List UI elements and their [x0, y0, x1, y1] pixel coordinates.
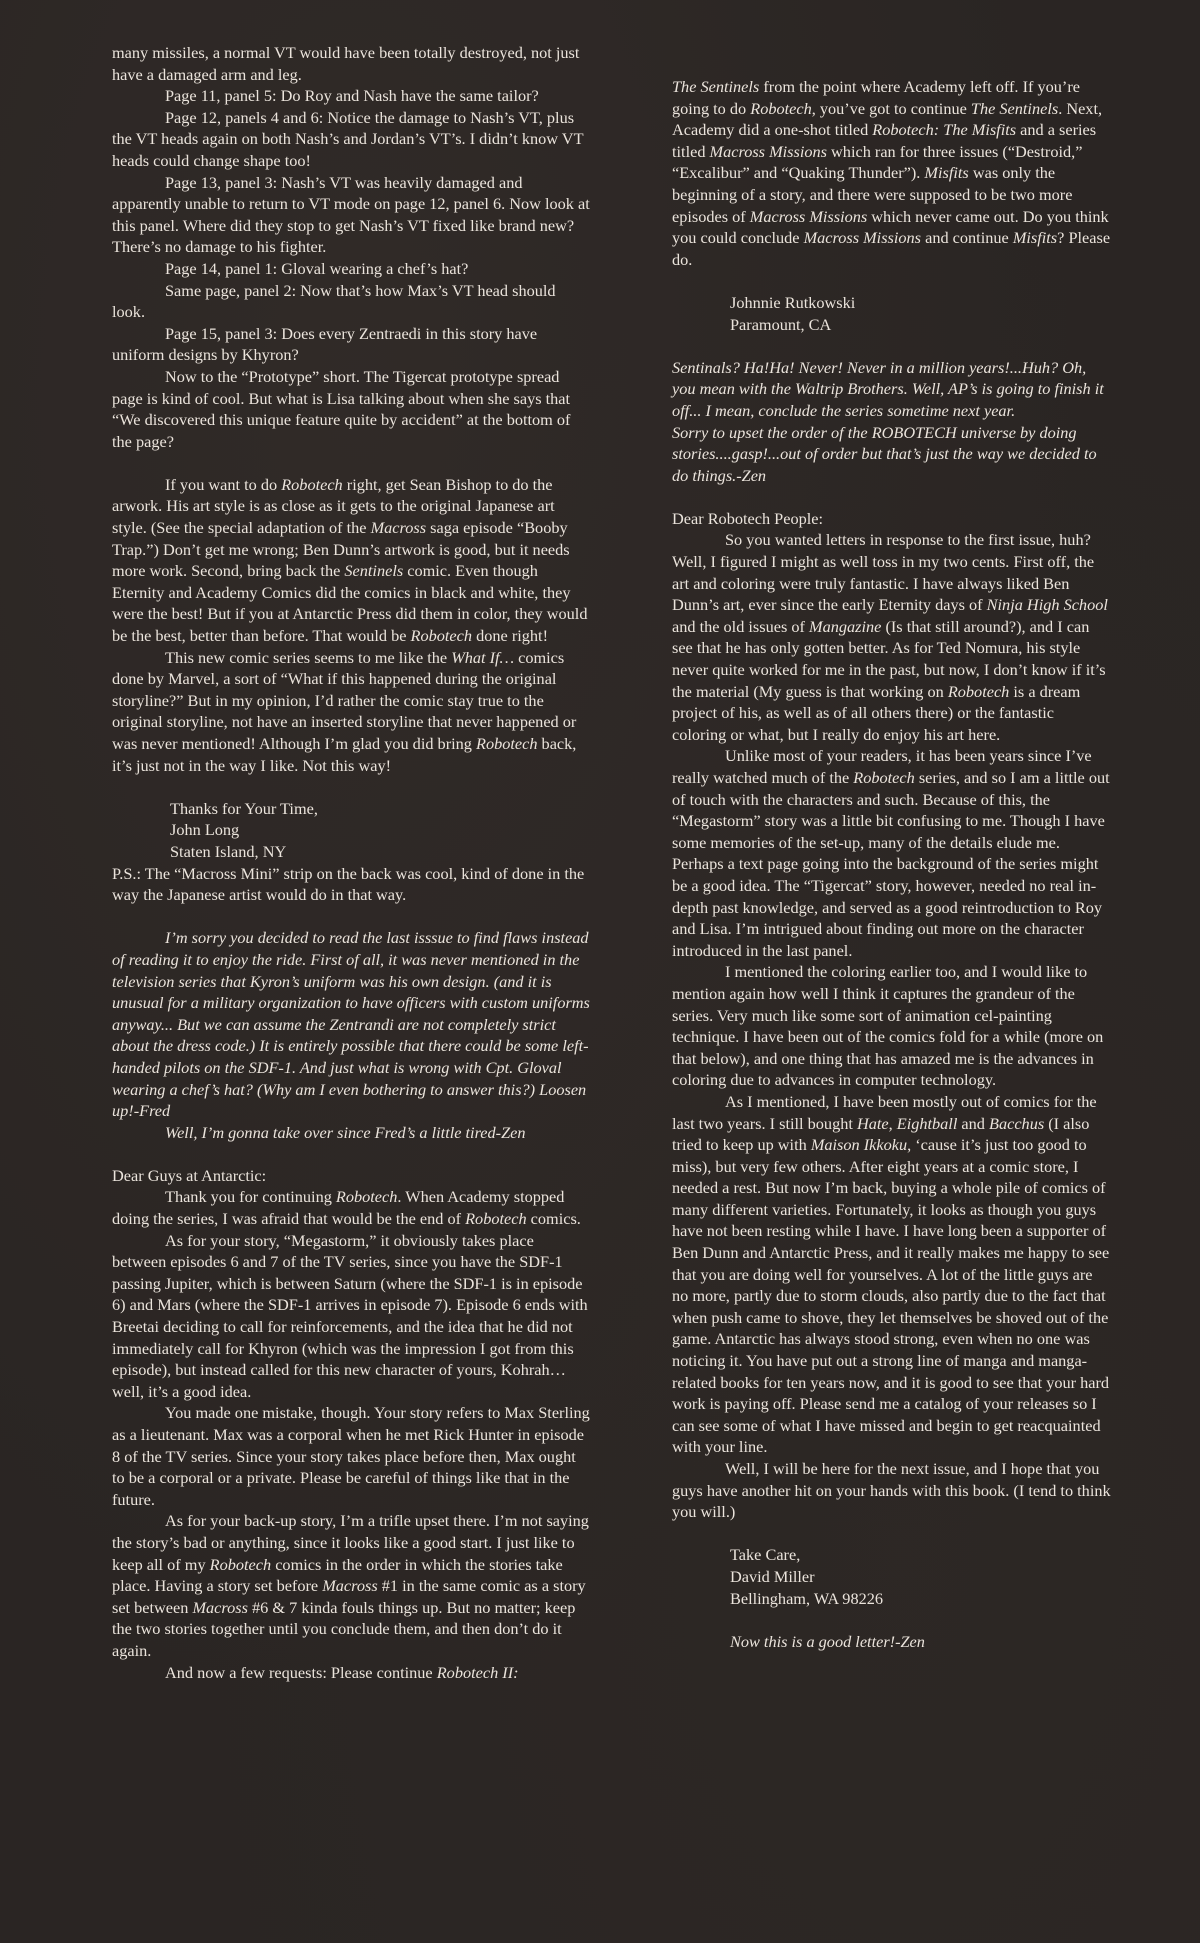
- signature-block: Take Care, David Miller Bellingham, WA 98226: [730, 1545, 884, 1608]
- letter-paragraph: As for your story, “Megastorm,” it obviously takes place between episodes 6 and 7 of the TV series, since you have the SDF-1 passing Jupiter, which is between Saturn (where the SDF-1 is in episode 6) and Mars (where the SDF-1 arrives in episode 7). Episode 6 ends with Breetai deciding to call for reinforcements, and the idea that he did not immediately call for Khyron (which was the impression I got from this episode), but instead called for this new character of yours, Kohrah…well, it’s a good idea.: [112, 1230, 588, 1401]
- letter-paragraph: Page 15, panel 3: Does every Zentraedi in this story have uniform designs by Khyron?: [112, 323, 538, 365]
- right-column: [672, 76, 1112, 1652]
- letter-paragraph: many missiles, a normal VT would have been totally destroyed, not just have a damaged arm and leg.: [112, 43, 580, 84]
- letter-salutation: Dear Robotech People:: [672, 508, 824, 528]
- editor-reply: Sorry to upset the order of the ROBOTECH universe by doing stories....gasp!...out of order but that’s just the way we decided to do things.-Zen: [672, 422, 1097, 485]
- letter-paragraph: Page 11, panel 5: Do Roy and Nash have the same tailor?: [165, 86, 539, 106]
- editor-reply: Now this is a good letter!-Zen: [730, 1631, 925, 1651]
- letter-paragraph: Now to the “Prototype” short. The Tigercat prototype spread page is kind of cool. But what is Lisa talking about when she says that “We discovered this unique feature quite by accident” at the bottom of the page?: [112, 366, 571, 451]
- letter-paragraph: So you wanted letters in response to the first issue, huh? Well, I figured I might as well toss in my two cents. First off, the art and coloring were truly fantastic. I have always liked Ben Dunn’s art, ever since the early Eternity days of Ninja High School and the old issues of Mangazine (Is that still around?), and I can see that he has only gotten better. As for Ted Nomura, his style never quite worked for me in the past, but now, I don’t know if it’s the material (My guess is that working on Robotech is a dream project of his, as well as of all others there) or the fantastic coloring or what, but I really do enjoy his art here.: [672, 530, 1108, 744]
- letter-paragraph: Page 14, panel 1: Gloval wearing a chef’s hat?: [165, 258, 469, 278]
- letter-paragraph: You made one mistake, though. Your story refers to Max Sterling as a lieutenant. Max was a corporal when he met Rick Hunter in episode 8 of the TV series. Since your story takes place before then, Max ought to be a corporal or a private. Please be careful of things like that in the future.: [112, 1403, 590, 1509]
- letter-paragraph: As I mentioned, I have been mostly out of comics for the last two years. I still bought Hate, Eightball and Bacchus (I also tried to keep up with Maison Ikkoku, ‘cause it’s just too good to miss), but very few others. After eight years at a comic store, I needed a rest. But now I’m back, buying a whole pile of comics of many different varieties. Fortunately, it looks as though you guys have not been resting while I have. I have long been a supporter of Ben Dunn and Antarctic Press, and it really makes me happy to see that you are doing well for yourselves. A lot of the little guys are no more, partly due to storm clouds, also partly due to the fact that when push came to shove, they let themselves be shoved out of the game. Antarctic has always stood strong, even when no one was noticing it. You have put out a strong line of manga and manga-related books for ten years now, and it is good to see that your hard work is paying off. Please send me a catalog of your releases so I can see some of what I have missed and begin to get reacquainted with your line.: [672, 1091, 1110, 1457]
- letter-salutation: Dear Guys at Antarctic:: [112, 1165, 267, 1185]
- left-column: [112, 42, 590, 1683]
- letter-paragraph: Thank you for continuing Robotech. When Academy stopped doing the series, I was afraid that would be the end of Robotech comics.: [112, 1187, 581, 1229]
- letter-paragraph: I mentioned the coloring earlier too, and I would like to mention again how well I think it captures the grandeur of the series. Very much like some sort of animation cel-painting technique. I have been out of the comics fold for a while (more on that below), and one thing that has amazed me is the advances in coloring due to advances in computer technology.: [672, 962, 1104, 1090]
- postscript: P.S.: The “Macross Mini” strip on the back was cool, kind of done in the way the Japanese artist would do in that way.: [112, 863, 585, 905]
- letter-paragraph: Same page, panel 2: Now that’s how Max’s VT head should look.: [112, 280, 556, 322]
- letter-paragraph: Well, I will be here for the next issue, and I hope that you guys have another hit on your hands with this book. (I tend to think you will.): [672, 1459, 1111, 1522]
- signature-block: Johnnie Rutkowski Paramount, CA: [730, 292, 856, 334]
- letter-paragraph: And now a few requests: Please continue Robotech II:: [165, 1662, 519, 1682]
- signature-block: Thanks for Your Time, John Long Staten Island, NY: [170, 798, 318, 861]
- letter-paragraph: The Sentinels from the point where Academy left off. If you’re going to do Robotech, you’ve got to continue The Sentinels. Next, Academy did a one-shot titled Robotech: The Misfits and a series titled Macross Missions which ran for three issues (“Destroid,” “Excalibur” and “Quaking Thunder”). Misfits was only the beginning of a story, and there were supposed to be two more episodes of Macross Missions which never came out. Do you think you could conclude Macross Missions and continue Misfits? Please do.: [672, 77, 1111, 269]
- letter-paragraph: If you want to do Robotech right, get Sean Bishop to do the arwork. His art style is as close as it gets to the original Japanese art style. (See the special adaptation of the Macross saga episode “Booby Trap.”) Don’t get me wrong; Ben Dunn’s artwork is good, but it needs more work. Second, bring back the Sentinels comic. Even though Eternity and Academy Comics did the comics in black and white, they were the best! But if you at Antarctic Press did them in color, they would be the best, better than before. That would be Robotech done right!: [112, 474, 588, 646]
- letter-paragraph: Page 13, panel 3: Nash’s VT was heavily damaged and apparently unable to return to VT mode on page 12, panel 6. Now look at this panel. Where did they stop to get Nash’s VT fixed like brand new? There’s no damage to his fighter.: [112, 172, 590, 257]
- editor-reply: Sentinals? Ha!Ha! Never! Never in a million years!...Huh? Oh, you mean with the Waltrip Brothers. Well, AP’s is going to finish it off... I mean, conclude the series sometime next year.: [672, 357, 1104, 420]
- letter-paragraph: Page 12, panels 4 and 6: Notice the damage to Nash’s VT, plus the VT heads again on both Nash’s and Jordan’s VT’s. I didn’t know VT heads could change shape too!: [112, 107, 584, 170]
- letter-paragraph: This new comic series seems to me like the What If… comics done by Marvel, a sort of “What if this happened during the original storyline?” But in my opinion, I’d rather the comic stay true to the original storyline, not have an inserted storyline that never happened or was never mentioned! Although I’m glad you did bring Robotech back, it’s just not in the way I like. Not this way!: [112, 647, 577, 775]
- editor-reply: I’m sorry you decided to read the last isssue to find flaws instead of reading it to enjoy the ride. First of all, it was never mentioned in the television series that Kyron’s uniform was his own design. (and it is unusual for a military organization to have officers with custom uniforms anyway... But we can assume the Zentrandi are not completely strict about the dress code.) It is entirely possible that there could be some left-handed pilots on the SDF-1. And just what is wrong with Cpt. Gloval wearing a chef’s hat? (Why am I even bothering to answer this?) Loosen up!-Fred: [112, 928, 590, 1121]
- letter-paragraph: As for your back-up story, I’m a trifle upset there. I’m not saying the story’s bad or anything, since it looks like a good start. I just like to keep all of my Robotech comics in the order in which the stories take place. Having a story set before Macross #1 in the same comic as a story set between Macross #6 & 7 kinda fouls things up. But no matter; keep the two stories together until you conclude them, and then don’t do it again.: [112, 1511, 589, 1660]
- editor-reply: Well, I’m gonna take over since Fred’s a little tired-Zen: [165, 1122, 526, 1142]
- letter-paragraph: Unlike most of your readers, it has been years since I’ve really watched much of the Robotech series, and so I am a little out of touch with the characters and such. Because of this, the “Megastorm” story was a little bit confusing to me. Though I have some memories of the set-up, many of the details elude me. Perhaps a text page going into the background of the series might be a good idea. The “Tigercat” story, however, needed no real in-depth past knowledge, and served as a good reintroduction to Roy and Lisa. I’m intrigued about finding out more on the character introduced in the last panel.: [672, 746, 1110, 960]
